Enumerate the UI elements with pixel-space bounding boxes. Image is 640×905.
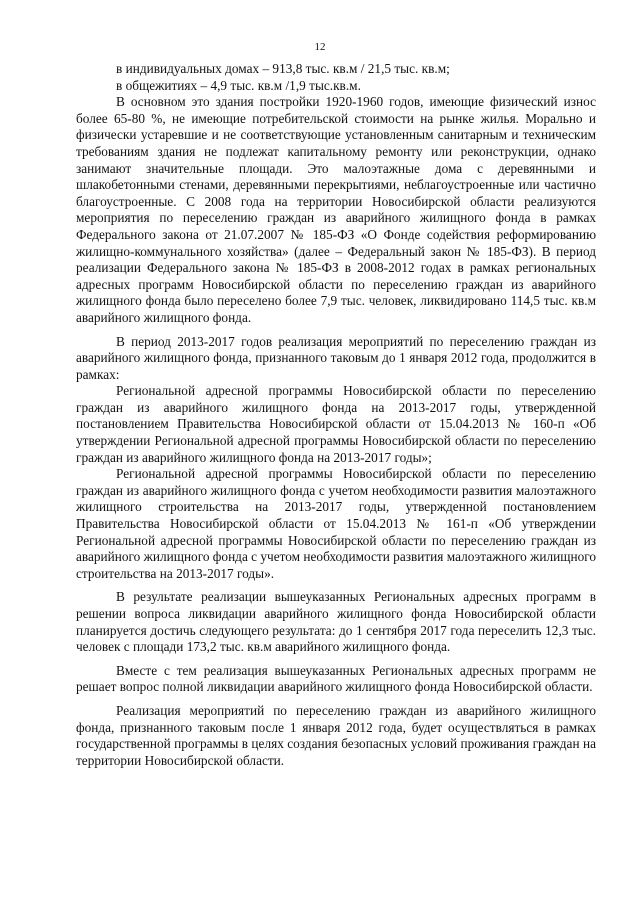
document-body	[76, 61, 596, 769]
paragraph: В результате реализации вышеуказанных Региональных адресных программ в решении вопроса ликвидации аварийного жилищного фонда Новосибирской области планируется достичь следующего результата: до 1 сентября 2017 года переселить 12,3 тыс. человек с площади 173,2 тыс. кв.м аварийного жилищного фонда.	[76, 589, 596, 655]
page-number: 12	[314, 41, 326, 53]
paragraph: Региональной адресной программы Новосибирской области по переселению граждан из аварийного жилищного фонда на 2013-2017 годы, утвержденной постановлением Правительства Новосибирской области от 15.04.2013 № 160-п «Об утверждении Региональной адресной программы Новосибирской области по переселению граждан из аварийного жилищного фонда на 2013-2017 годы»;	[76, 383, 596, 465]
paragraph: В основном это здания постройки 1920-1960 годов, имеющие физический износ более 65-80 %, не имеющие потребительской стоимости на рынке жилья. Морально и физически устаревшие и не соответствующие установленным санитарным и техническим требованиям здания не подлежат капитальному ремонту или реконструкции, однако занимают значительные площади. Это малоэтажные дома с деревянными и шлакобетонными стенами, деревянными перекрытиями, неблагоустроенные или частично благоустроенные. С 2008 года на территории Новосибирской области реализуются мероприятия по переселению граждан из аварийного жилищного фонда в рамках Федерального закона от 21.07.2007 № 185-ФЗ «О Фонде содействия реформированию жилищно-коммунального хозяйства» (далее – Федеральный закон № 185-ФЗ). В период реализации Федерального закона № 185-ФЗ в 2008-2012 годах в рамках региональных адресных программ Новосибирской области по переселению граждан из аварийного жилищного фонда было переселено более 7,9 тыс. человек, ликвидировано 114,5 тыс. кв.м аварийного жилищного фонда.	[76, 94, 596, 325]
paragraph: В период 2013-2017 годов реализация мероприятий по переселению граждан из аварийного жилищного фонда, признанного таковым до 1 января 2012 года, продолжится в рамках:	[76, 333, 596, 382]
paragraph: в индивидуальных домах – 913,8 тыс. кв.м / 21,5 тыс. кв.м;	[116, 61, 450, 76]
paragraph: в общежитиях – 4,9 тыс. кв.м /1,9 тыс.кв.м.	[116, 77, 361, 93]
paragraph: Реализация мероприятий по переселению граждан из аварийного жилищного фонда, признанного таковым после 1 января 2012 года, будет осуществляться в рамках государственной программы в целях создания безопасных условий проживания граждан на территории Новосибирской области.	[76, 702, 596, 768]
paragraph: Региональной адресной программы Новосибирской области по переселению граждан из аварийного жилищного фонда с учетом необходимости развития малоэтажного жилищного строительства на 2013-2017 годы, утвержденной постановлением Правительства Новосибирской области от 15.04.2013 № 161-п «Об утверждении Региональной адресной программы Новосибирской области по переселению граждан из аварийного жилищного фонда с учетом необходимости развития малоэтажного жилищного строительства на 2013-2017 годы».	[76, 466, 596, 581]
paragraph: Вместе с тем реализация вышеуказанных Региональных адресных программ не решает вопрос полной ликвидации аварийного жилищного фонда Новосибирской области.	[76, 662, 596, 695]
